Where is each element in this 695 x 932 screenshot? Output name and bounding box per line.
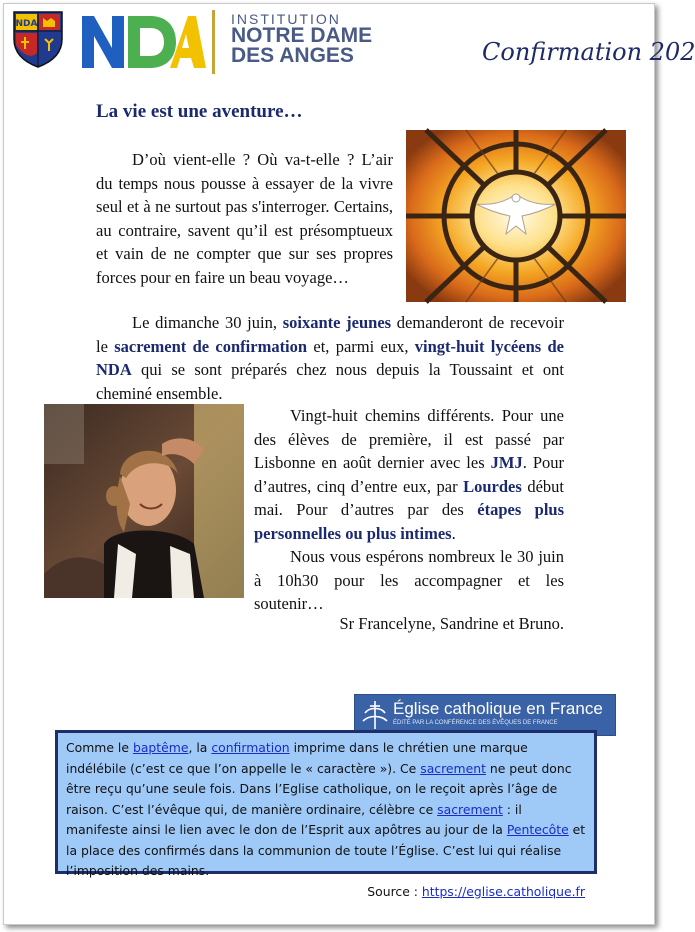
text-run: et la place des confirmés dans la communion de toute l’Église. C’est lui qui réalise l’imposition des mains.: [66, 822, 586, 878]
highlight-lourdes: Lourdes: [463, 476, 522, 496]
paragraph-confirmation-date: [96, 311, 564, 405]
document-page: [3, 3, 695, 925]
text-run: Le dimanche 30 juin,: [132, 313, 283, 332]
signature: Sr Francelyne, Sandrine et Bruno.: [339, 614, 564, 633]
church-logo-icon: [361, 699, 389, 731]
header-divider: [212, 10, 215, 74]
text-run: ne peut donc être reçu qu’une seule fois. Dans l’Eglise catholique, on le reçoit après l’âge de raison. C’est l’évêque qui, de manière ordinaire, célèbre ce: [66, 760, 572, 817]
highlight-nda-students: vingt-huit lycéens de NDA: [96, 336, 564, 379]
source-link[interactable]: https://eglise.catholique.fr: [421, 883, 585, 899]
text-run: . Pour d’autres, cinq d’entre eux, par: [254, 453, 564, 496]
info-box-text: [66, 738, 587, 882]
school-crest-logo: [11, 9, 65, 69]
highlight-sixty-youth: soixante jeunes: [282, 313, 392, 332]
institution-name: [231, 26, 372, 66]
text-run: : il manifeste ainsi le lien avec le don de l’Esprit aux apôtres au jour de la: [66, 801, 522, 837]
institution-label: INSTITUTION: [231, 11, 341, 27]
article-heading: La vie est une aventure…: [96, 101, 303, 122]
text-run: , la: [188, 740, 212, 755]
confirmation-anointing-photo: [44, 404, 244, 598]
info-box-source: [66, 882, 587, 903]
paragraph-invitation: Nous vous espérons nombreux le 30 juin à 10h30 pour les accompagner et les soutenir…: [254, 547, 564, 613]
paragraph-paths: [254, 404, 564, 616]
text-run: Vingt-huit chemins différents. Pour une des élèves de première, il est passé par Lisbonne en août dernier avec les: [254, 406, 564, 472]
info-box-confirmation: [55, 730, 597, 899]
text-run: imprime dans le chrétien une marque indélébile (c’est ce que l’on appelle le « caractère »). Ce: [66, 740, 528, 776]
highlight-jmj: JMJ: [490, 453, 523, 472]
text-run: Comme le: [66, 740, 133, 755]
link-sacrement-2[interactable]: sacrement: [437, 801, 503, 817]
text-run: début mai. Pour d’autres par des: [254, 476, 564, 519]
eglise-banner-subtitle: ÉDITÉ PAR LA CONFÉRENCE DES ÉVÊQUES DE FRANCE: [393, 720, 558, 726]
text-run: qui se sont préparés chez nous depuis la Toussaint et ont cheminé ensemble.: [96, 360, 564, 403]
crest-text: NDA: [15, 19, 38, 29]
paragraph-intro: D’où vient-elle ? Où va-t-elle ? L’air du temps nous pousse à essayer de la vivre seul et à ne surtout pas s'interroger. Certains, au contraire, savent qu’il est présomptueux et vain de ne compter que sur ses propres forces pour en faire un beau voyage…: [96, 150, 393, 287]
stained-glass-dove-image: [406, 130, 626, 302]
highlight-personal-steps: étapes plus personnelles ou plus intimes: [254, 500, 564, 543]
highlight-sacrament: sacrement de confirmation: [114, 336, 308, 356]
link-sacrement[interactable]: sacrement: [420, 760, 486, 776]
page-title: Confirmation 202: [482, 38, 695, 66]
institution-name-line2: DES ANGES: [231, 44, 354, 67]
link-pentecote[interactable]: Pentecôte: [506, 822, 569, 837]
text-run: .: [451, 523, 456, 543]
link-bapteme[interactable]: baptême: [132, 740, 189, 755]
link-confirmation[interactable]: confirmation: [211, 740, 290, 755]
text-run: demanderont de recevoir le: [96, 313, 564, 356]
institution-name-line1: NOTRE DAME: [231, 24, 373, 47]
nda-logo: [78, 10, 208, 72]
eglise-banner-title: Église catholique en France: [393, 699, 603, 718]
text-run: et, parmi eux,: [307, 336, 415, 356]
source-label: Source :: [367, 883, 422, 899]
